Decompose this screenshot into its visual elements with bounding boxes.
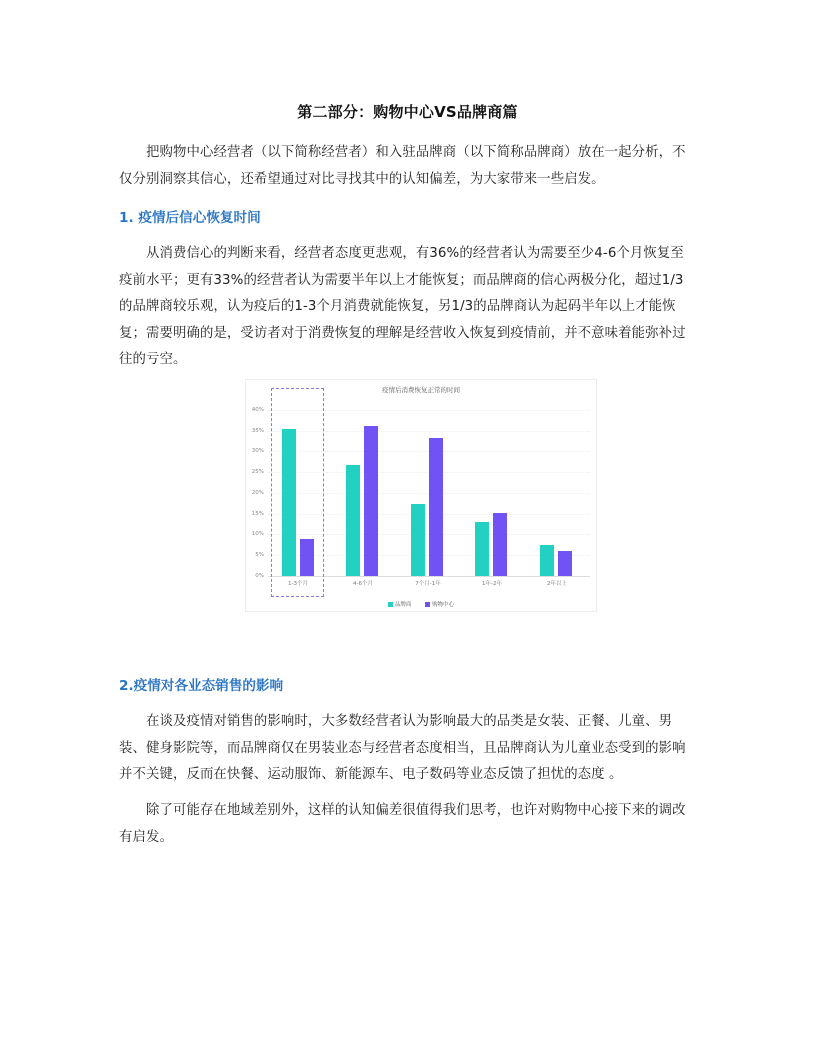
y-tick: 40% [251,407,264,413]
bar-brand [540,545,554,576]
bar-brand [346,465,360,576]
x-label: 7个月-1年 [415,581,441,587]
chart-legend [246,600,596,608]
section2-paragraph-1: 在谈及疫情对销售的影响时，大多数经营者认为影响最大的品类是女装、正餐、儿童、男装、健身影院等，而品牌商仅在男装业态与经营者态度相当，且品牌商认为儿童业态受到的影响并不关键，反而在快餐、运动服饰、新能源车、电子数码等业态反馈了担忧的态度 。 [119,714,686,782]
y-tick: 30% [251,448,264,454]
y-tick: 20% [251,490,264,496]
section1-paragraph: 从消费信心的判断来看，经营者态度更悲观，有36%的经营者认为需要至少4-6个月恢复至疫前水平；更有33%的经营者认为需要半年以上才能恢复；而品牌商的信心两极分化，超过1/3的品牌商较乐观，认为疫后的1-3个月消费就能恢复，另1/3的品牌商认为起码半年以上才能恢复；需要明确的是，受访者对于消费恢复的理解是经营收入恢复到疫情前，并不意味着能弥补过往的亏空。 [119,246,686,367]
legend-item-brand: 品牌商 [388,600,412,608]
chart-title: 疫情后消费恢复正常的时间 [382,386,460,394]
intro-paragraph: 把购物中心经营者（以下简称经营者）和入驻品牌商（以下简称品牌商）放在一起分析，不仅分别洞察其信心，还希望通过对比寻找其中的认知偏差，为大家带来一些启发。 [119,145,686,187]
recovery-time-chart [245,379,597,612]
legend-swatch-icon [425,602,430,607]
bar-brand [411,504,425,576]
y-tick: 25% [251,469,264,475]
legend-swatch-icon [388,602,393,607]
section2-paragraph-2: 除了可能存在地域差别外，这样的认知偏差很值得我们思考，也许对购物中心接下来的调改有启发。 [119,803,686,845]
y-tick: 35% [251,428,264,434]
bar-mall [558,551,572,576]
x-label: 4-6个月 [353,581,373,587]
x-label: 1年-2年 [482,581,502,587]
page-title: 第二部分：购物中心VS品牌商篇 [297,103,518,121]
y-tick: 5% [255,552,264,558]
bar-mall [429,438,443,576]
section1-heading: 1. 疫情后信心恢复时间 [119,210,261,226]
y-tick: 10% [251,531,264,537]
legend-item-mall: 购物中心 [425,600,454,608]
highlight-box [271,388,324,597]
x-label: 2年以上 [547,581,567,587]
bar-mall [364,426,378,576]
x-label: 1-3个月 [288,581,308,587]
y-tick: 0% [255,573,264,579]
y-tick: 15% [251,511,264,517]
section2-heading: 2.疫情对各业态销售的影响 [119,678,284,694]
bar-mall [493,513,507,576]
bar-brand [475,522,489,576]
